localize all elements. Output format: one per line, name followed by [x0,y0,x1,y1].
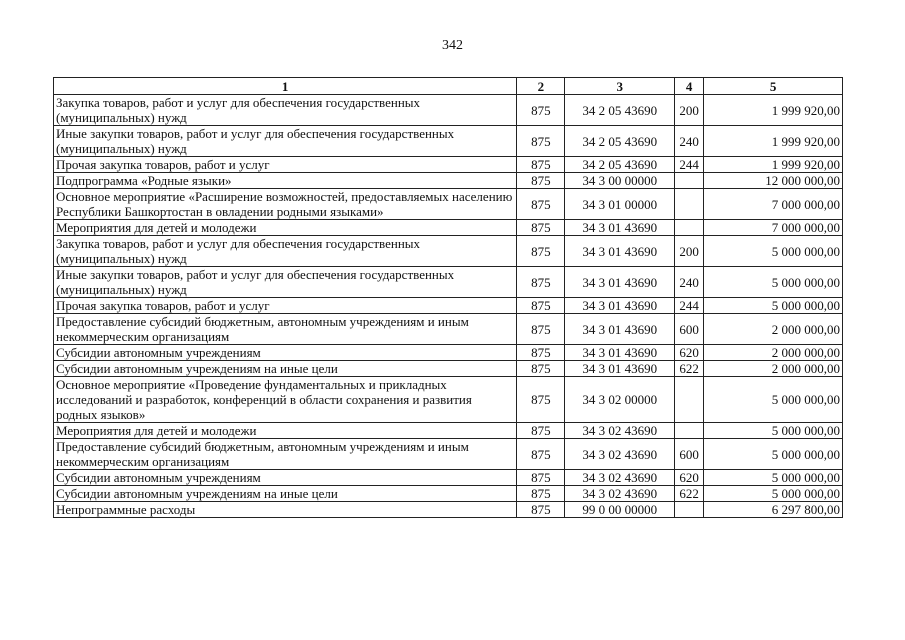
target-article-cell: 34 3 01 43690 [565,298,675,314]
table-row [54,377,843,423]
ministry-code-cell: 875 [517,298,565,314]
amount-cell: 5 000 000,00 [704,377,843,423]
target-article-cell: 34 3 01 43690 [565,345,675,361]
target-article-cell: 34 2 05 43690 [565,95,675,126]
ministry-code-cell: 875 [517,486,565,502]
ministry-code-cell: 875 [517,377,565,423]
ministry-code-cell: 875 [517,157,565,173]
amount-cell: 5 000 000,00 [704,423,843,439]
expense-type-cell: 200 [675,95,704,126]
item-name-cell: Подпрограмма «Родные языки» [54,173,517,189]
table-row [54,126,843,157]
target-article-cell: 34 3 01 43690 [565,220,675,236]
amount-cell: 5 000 000,00 [704,439,843,470]
amount-cell: 6 297 800,00 [704,502,843,518]
ministry-code-cell: 875 [517,439,565,470]
amount-cell: 5 000 000,00 [704,298,843,314]
item-name-cell: Субсидии автономным учреждениям на иные цели [54,486,517,502]
item-name-cell: Субсидии автономным учреждениям [54,345,517,361]
table-row [54,486,843,502]
expense-type-cell: 244 [675,298,704,314]
table-row [54,189,843,220]
expense-type-cell [675,502,704,518]
target-article-cell: 34 2 05 43690 [565,157,675,173]
expense-type-cell: 200 [675,236,704,267]
table-body [54,95,843,518]
amount-cell: 1 999 920,00 [704,95,843,126]
expense-type-cell: 244 [675,157,704,173]
target-article-cell: 34 3 01 43690 [565,236,675,267]
amount-cell: 1 999 920,00 [704,126,843,157]
expense-type-cell [675,423,704,439]
amount-cell: 7 000 000,00 [704,189,843,220]
item-name-cell: Закупка товаров, работ и услуг для обеспечения государственных (муниципальных) нужд [54,236,517,267]
ministry-code-cell: 875 [517,361,565,377]
column-header-4: 4 [675,78,704,95]
target-article-cell: 34 3 02 43690 [565,486,675,502]
expense-type-cell [675,189,704,220]
ministry-code-cell: 875 [517,470,565,486]
column-header-1: 1 [54,78,517,95]
item-name-cell: Мероприятия для детей и молодежи [54,423,517,439]
table-row [54,314,843,345]
header-row [54,78,843,95]
expense-type-cell [675,173,704,189]
item-name-cell: Непрограммные расходы [54,502,517,518]
item-name-cell: Основное мероприятие «Проведение фундаментальных и прикладных исследований и разработок, конференций в области сохранения и развития родных языков» [54,377,517,423]
expense-type-cell: 622 [675,361,704,377]
table-row [54,267,843,298]
amount-cell: 7 000 000,00 [704,220,843,236]
table-row [54,157,843,173]
expense-type-cell: 600 [675,439,704,470]
table-row [54,220,843,236]
amount-cell: 5 000 000,00 [704,470,843,486]
item-name-cell: Субсидии автономным учреждениям [54,470,517,486]
amount-cell: 2 000 000,00 [704,361,843,377]
expense-type-cell: 620 [675,470,704,486]
table-row [54,95,843,126]
ministry-code-cell: 875 [517,423,565,439]
table-row [54,502,843,518]
budget-table [53,77,843,518]
target-article-cell: 34 3 02 00000 [565,377,675,423]
expense-type-cell: 240 [675,126,704,157]
ministry-code-cell: 875 [517,189,565,220]
amount-cell: 2 000 000,00 [704,314,843,345]
expense-type-cell: 600 [675,314,704,345]
ministry-code-cell: 875 [517,173,565,189]
amount-cell: 2 000 000,00 [704,345,843,361]
table-row [54,361,843,377]
amount-cell: 5 000 000,00 [704,486,843,502]
column-header-3: 3 [565,78,675,95]
ministry-code-cell: 875 [517,502,565,518]
item-name-cell: Прочая закупка товаров, работ и услуг [54,298,517,314]
ministry-code-cell: 875 [517,220,565,236]
amount-cell: 1 999 920,00 [704,157,843,173]
amount-cell: 12 000 000,00 [704,173,843,189]
expense-type-cell: 622 [675,486,704,502]
item-name-cell: Предоставление субсидий бюджетным, автономным учреждениям и иным некоммерческим организациям [54,314,517,345]
item-name-cell: Прочая закупка товаров, работ и услуг [54,157,517,173]
table-row [54,298,843,314]
target-article-cell: 34 3 01 00000 [565,189,675,220]
expense-type-cell: 240 [675,267,704,298]
target-article-cell: 34 3 02 43690 [565,439,675,470]
item-name-cell: Мероприятия для детей и молодежи [54,220,517,236]
table-row [54,173,843,189]
target-article-cell: 34 2 05 43690 [565,126,675,157]
target-article-cell: 34 3 02 43690 [565,423,675,439]
table-row [54,470,843,486]
table-row [54,236,843,267]
column-header-5: 5 [704,78,843,95]
target-article-cell: 99 0 00 00000 [565,502,675,518]
ministry-code-cell: 875 [517,95,565,126]
amount-cell: 5 000 000,00 [704,267,843,298]
item-name-cell: Иные закупки товаров, работ и услуг для обеспечения государственных (муниципальных) нужд [54,126,517,157]
table-row [54,423,843,439]
item-name-cell: Иные закупки товаров, работ и услуг для обеспечения государственных (муниципальных) нужд [54,267,517,298]
expense-type-cell [675,377,704,423]
ministry-code-cell: 875 [517,126,565,157]
item-name-cell: Предоставление субсидий бюджетным, автономным учреждениям и иным некоммерческим организациям [54,439,517,470]
ministry-code-cell: 875 [517,236,565,267]
page-number: 342 [442,38,463,53]
amount-cell: 5 000 000,00 [704,236,843,267]
expense-type-cell [675,220,704,236]
ministry-code-cell: 875 [517,314,565,345]
target-article-cell: 34 3 02 43690 [565,470,675,486]
table-row [54,439,843,470]
target-article-cell: 34 3 00 00000 [565,173,675,189]
table-row [54,345,843,361]
item-name-cell: Субсидии автономным учреждениям на иные цели [54,361,517,377]
item-name-cell: Закупка товаров, работ и услуг для обеспечения государственных (муниципальных) нужд [54,95,517,126]
target-article-cell: 34 3 01 43690 [565,314,675,345]
ministry-code-cell: 875 [517,345,565,361]
target-article-cell: 34 3 01 43690 [565,267,675,298]
ministry-code-cell: 875 [517,267,565,298]
expense-type-cell: 620 [675,345,704,361]
column-header-2: 2 [517,78,565,95]
item-name-cell: Основное мероприятие «Расширение возможностей, предоставляемых населению Республики Башкортостан в овладении родными языками» [54,189,517,220]
target-article-cell: 34 3 01 43690 [565,361,675,377]
